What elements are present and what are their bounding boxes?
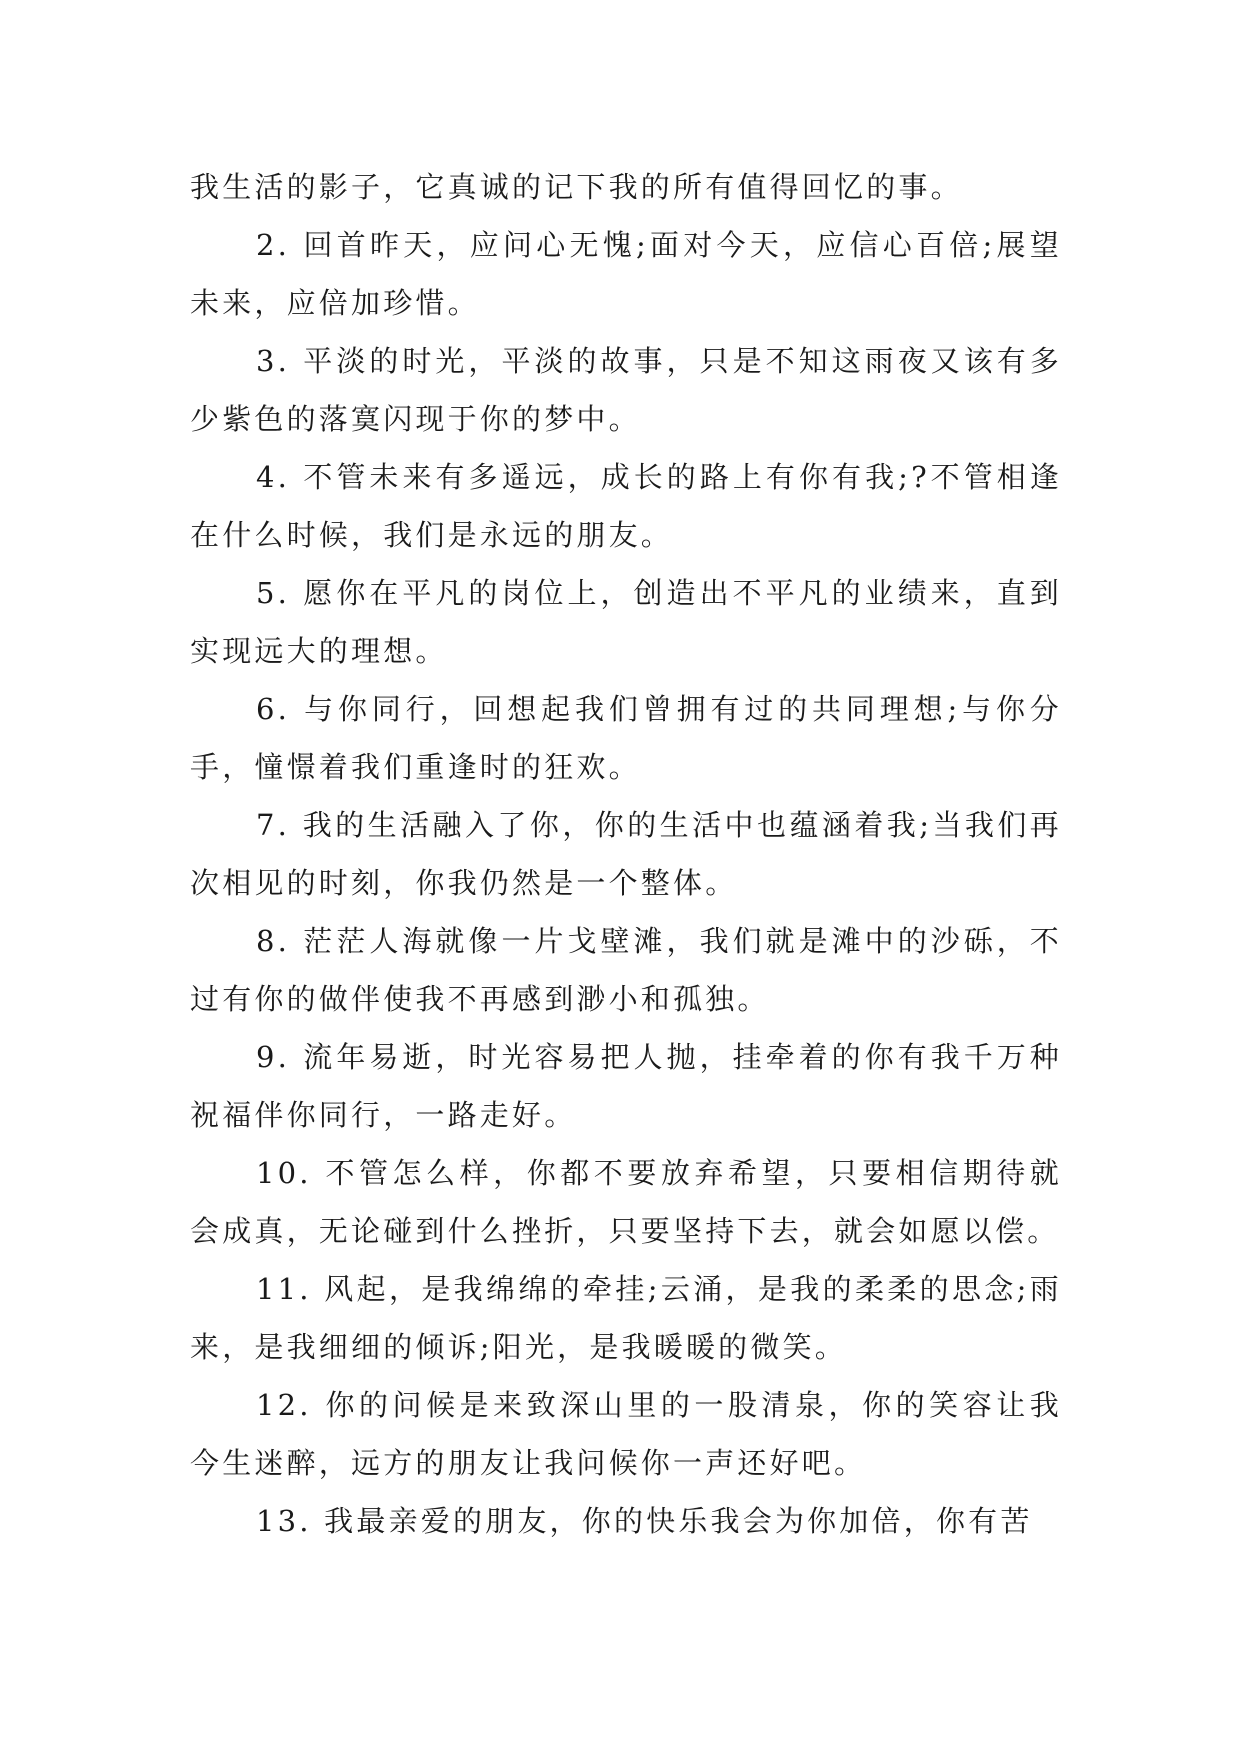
paragraph-item-7: 7. 我的生活融入了你，你的生活中也蕴涵着我;当我们再次相见的时刻，你我仍然是一个整体。: [190, 808, 1062, 900]
paragraph-item-6: 6. 与你同行，回想起我们曾拥有过的共同理想;与你分手，憧憬着我们重逢时的狂欢。: [190, 692, 1062, 784]
paragraph-item-9: 9. 流年易逝，时光容易把人抛，挂牵着的你有我千万种祝福伴你同行，一路走好。: [190, 1040, 1062, 1132]
paragraph-item-8: 8. 茫茫人海就像一片戈壁滩，我们就是滩中的沙砾，不过有你的做伴使我不再感到渺小和孤独。: [190, 924, 1062, 1016]
paragraph-item-3: 3. 平淡的时光，平淡的故事，只是不知这雨夜又该有多少紫色的落寞闪现于你的梦中。: [190, 344, 1062, 436]
paragraph-item-2: 2. 回首昨天，应问心无愧;面对今天，应信心百倍;展望未来，应倍加珍惜。: [190, 228, 1062, 320]
paragraph-item-12: 12. 你的问候是来致深山里的一股清泉，你的笑容让我今生迷醉，远方的朋友让我问候你一声还好吧。: [190, 1388, 1062, 1480]
paragraph-item-13: 13. 我最亲爱的朋友，你的快乐我会为你加倍，你有苦: [256, 1504, 1033, 1538]
body-text: [190, 158, 1062, 1550]
paragraph-item-4: 4. 不管未来有多遥远，成长的路上有你有我;?不管相逢在什么时候，我们是永远的朋友。: [190, 460, 1062, 552]
paragraph-item-5: 5. 愿你在平凡的岗位上，创造出不平凡的业绩来，直到实现远大的理想。: [190, 576, 1062, 668]
paragraph-item-11: 11. 风起，是我绵绵的牵挂;云涌，是我的柔柔的思念;雨来，是我细细的倾诉;阳光，是我暖暖的微笑。: [190, 1272, 1062, 1364]
paragraph-continuation: 我生活的影子，它真诚的记下我的所有值得回忆的事。: [190, 170, 963, 204]
paragraph-item-10: 10. 不管怎么样，你都不要放弃希望，只要相信期待就会成真，无论碰到什么挫折，只要坚持下去，就会如愿以偿。: [190, 1156, 1062, 1248]
